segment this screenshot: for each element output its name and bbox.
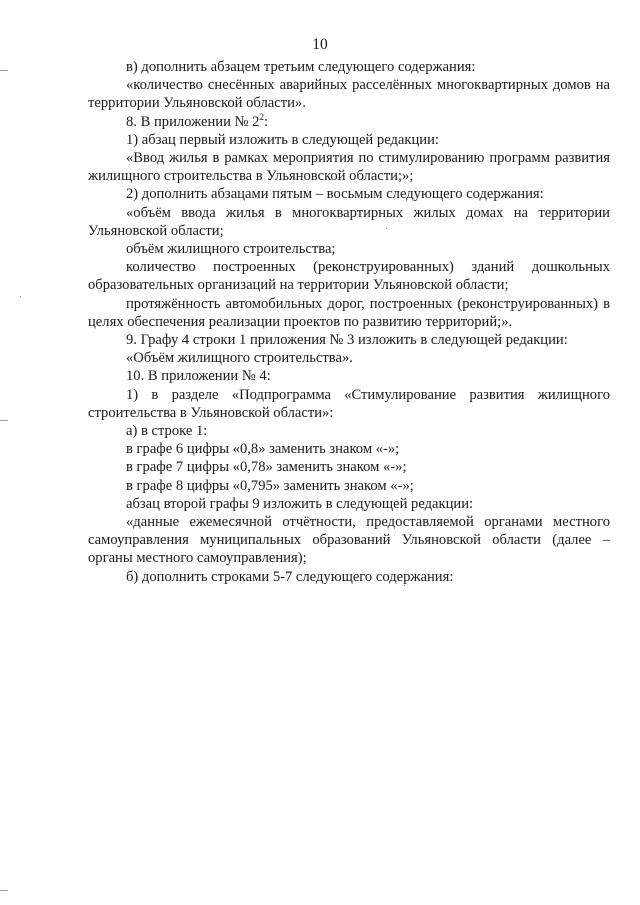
scan-mark-top: [0, 70, 8, 71]
paragraph-9: количество построенных (реконструированных) зданий дошкольных образовательных организаций на территории Ульяновской области;: [88, 259, 610, 294]
paragraph-21: б) дополнить строками 5-7 следующего содержания:: [126, 568, 454, 585]
paragraph-6: 2) дополнить абзацами пятым – восьмым следующего содержания:: [126, 186, 544, 203]
paragraph-10: протяжённость автомобильных дорог, построенных (реконструированных) в целях обеспечения реализации проектов по развитию территорий;».: [88, 295, 610, 330]
paragraph-2: «количество снесённых аварийных расселённых многоквартирных домов на территории Ульяновской области».: [88, 77, 610, 112]
paragraph-19: абзац второй графы 9 изложить в следующей редакции:: [126, 495, 474, 512]
paragraph-17: в графе 7 цифры «0,78» заменить знаком «-»;: [126, 459, 407, 476]
paragraph-5: «Ввод жилья в рамках мероприятия по стимулированию программ развития жилищного строительства в Ульяновской области;»;: [88, 150, 610, 185]
paragraph-18: в графе 8 цифры «0,795» заменить знаком «-»;: [126, 477, 414, 494]
paragraph-3: [88, 113, 610, 131]
paragraph-13: 10. В приложении № 4:: [126, 368, 271, 385]
paragraph-7: «объём ввода жилья в многоквартирных жилых домах на территории Ульяновской области;: [88, 204, 610, 239]
paragraph-15: а) в строке 1:: [126, 423, 208, 440]
scan-mark-mid: [0, 420, 8, 421]
paragraph-1: в) дополнить абзацем третьим следующего содержания:: [126, 59, 476, 75]
document-body: [88, 58, 610, 586]
paragraph-12: «Объём жилищного строительства».: [126, 350, 353, 367]
paragraph-3-suffix: :: [263, 113, 268, 130]
paragraph-20: «данные ежемесячной отчётности, предоставляемой органами местного самоуправления муниципальных образований Ульяновской области (далее – органы местного самоуправления);: [88, 514, 610, 567]
page-number: 10: [312, 36, 328, 53]
scan-mark-bottom: [0, 890, 8, 891]
paragraph-11: 9. Графу 4 строки 1 приложения № 3 изложить в следующей редакции:: [126, 332, 568, 349]
paragraph-8: объём жилищного строительства;: [126, 241, 336, 258]
scan-dot: [386, 228, 387, 229]
paragraph-3-text: 8. В приложении № 2: [126, 113, 260, 130]
paragraph-14: 1) в разделе «Подпрограмма «Стимулирование развития жилищного строительства в Ульяновской области»:: [88, 386, 610, 421]
paragraph-4: 1) абзац первый изложить в следующей редакции:: [126, 131, 439, 148]
appendix-superscript: 2: [259, 111, 264, 122]
scan-dot: [20, 296, 21, 297]
scan-dot: [404, 585, 405, 586]
paragraph-16: в графе 6 цифры «0,8» заменить знаком «-»;: [126, 441, 400, 458]
